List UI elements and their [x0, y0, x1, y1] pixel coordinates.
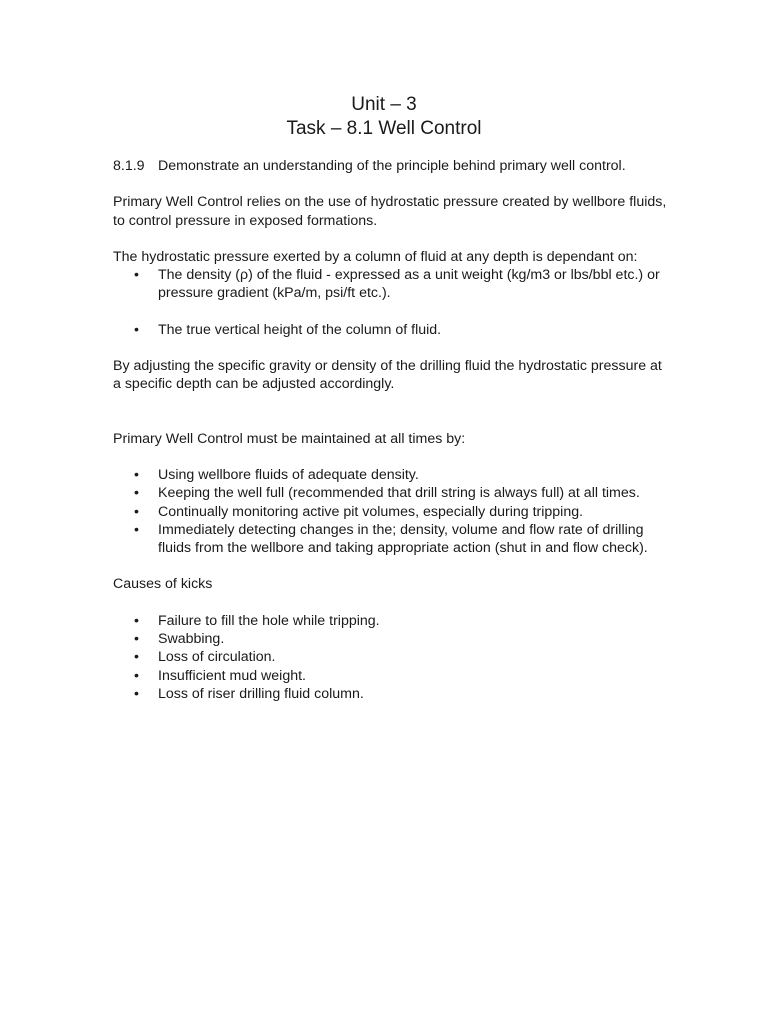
maintain-list — [113, 466, 673, 557]
paragraph-primary-well-control: Primary Well Control relies on the use of hydrostatic pressure created by wellbore fluids, to control pressure in exposed formations. — [113, 194, 667, 229]
list-item — [113, 685, 673, 703]
list-item — [113, 667, 673, 685]
list-item-text: Immediately detecting changes in the; density, volume and flow rate of drilling fluids from the wellbore and taking appropriate action (shut in and flow check). — [158, 521, 648, 557]
section-number: 8.1.9 — [113, 158, 145, 174]
list-item-text: The density (ρ) of the fluid - expressed as a unit weight (kg/m3 or lbs/bbl etc.) or pressure gradient (kPa/m, psi/ft etc.). — [158, 267, 660, 302]
bullet-icon: • — [134, 466, 139, 483]
list-item-text: Swabbing. — [158, 631, 225, 648]
list-item-text: Loss of circulation. — [158, 649, 276, 666]
bullet-icon: • — [134, 521, 139, 538]
list-item — [113, 648, 673, 666]
section-text: Demonstrate an understanding of the principle behind primary well control. — [158, 158, 626, 174]
bullet-icon: • — [134, 649, 139, 666]
list-item — [113, 266, 673, 303]
task-title: Task – 8.1 Well Control — [286, 118, 482, 139]
list-item — [113, 466, 673, 484]
kicks-list — [113, 612, 673, 703]
bullet-icon: • — [134, 667, 139, 684]
bullet-icon: • — [134, 685, 139, 702]
bullet-icon: • — [134, 612, 139, 629]
document-body — [113, 157, 673, 703]
list-item-text: The true vertical height of the column of fluid. — [158, 321, 442, 338]
bullet-icon: • — [134, 631, 139, 648]
list-item-text: Using wellbore fluids of adequate density. — [158, 466, 419, 483]
bullet-icon: • — [134, 503, 139, 520]
depends-list — [113, 266, 673, 339]
list-item — [113, 612, 673, 630]
list-item-text: Failure to fill the hole while tripping. — [158, 612, 380, 629]
bullet-icon: • — [134, 321, 139, 338]
list-item — [113, 321, 673, 339]
list-item — [113, 484, 673, 502]
list-item — [113, 630, 673, 648]
list-item-text: Keeping the well full (recommended that drill string is always full) at all times. — [158, 485, 640, 502]
unit-title: Unit – 3 — [351, 94, 417, 115]
bullet-icon: • — [134, 267, 139, 284]
paragraph-maintained: Primary Well Control must be maintained at all times by: — [113, 430, 466, 447]
kicks-heading: Causes of kicks — [113, 576, 213, 593]
list-item — [113, 503, 673, 521]
title-block — [0, 93, 768, 141]
list-item — [113, 521, 673, 558]
paragraph-hydrostatic-pressure: The hydrostatic pressure exerted by a column of fluid at any depth is dependant on: — [113, 248, 638, 265]
bullet-icon: • — [134, 485, 139, 502]
list-item-text: Insufficient mud weight. — [158, 667, 306, 684]
section-heading — [113, 157, 673, 175]
list-item-text: Loss of riser drilling fluid column. — [158, 685, 364, 702]
list-item-text: Continually monitoring active pit volumes, especially during tripping. — [158, 503, 584, 520]
paragraph-adjusting-density: By adjusting the specific gravity or density of the drilling fluid the hydrostatic pressure at a specific depth can be adjusted accordingly. — [113, 358, 662, 393]
